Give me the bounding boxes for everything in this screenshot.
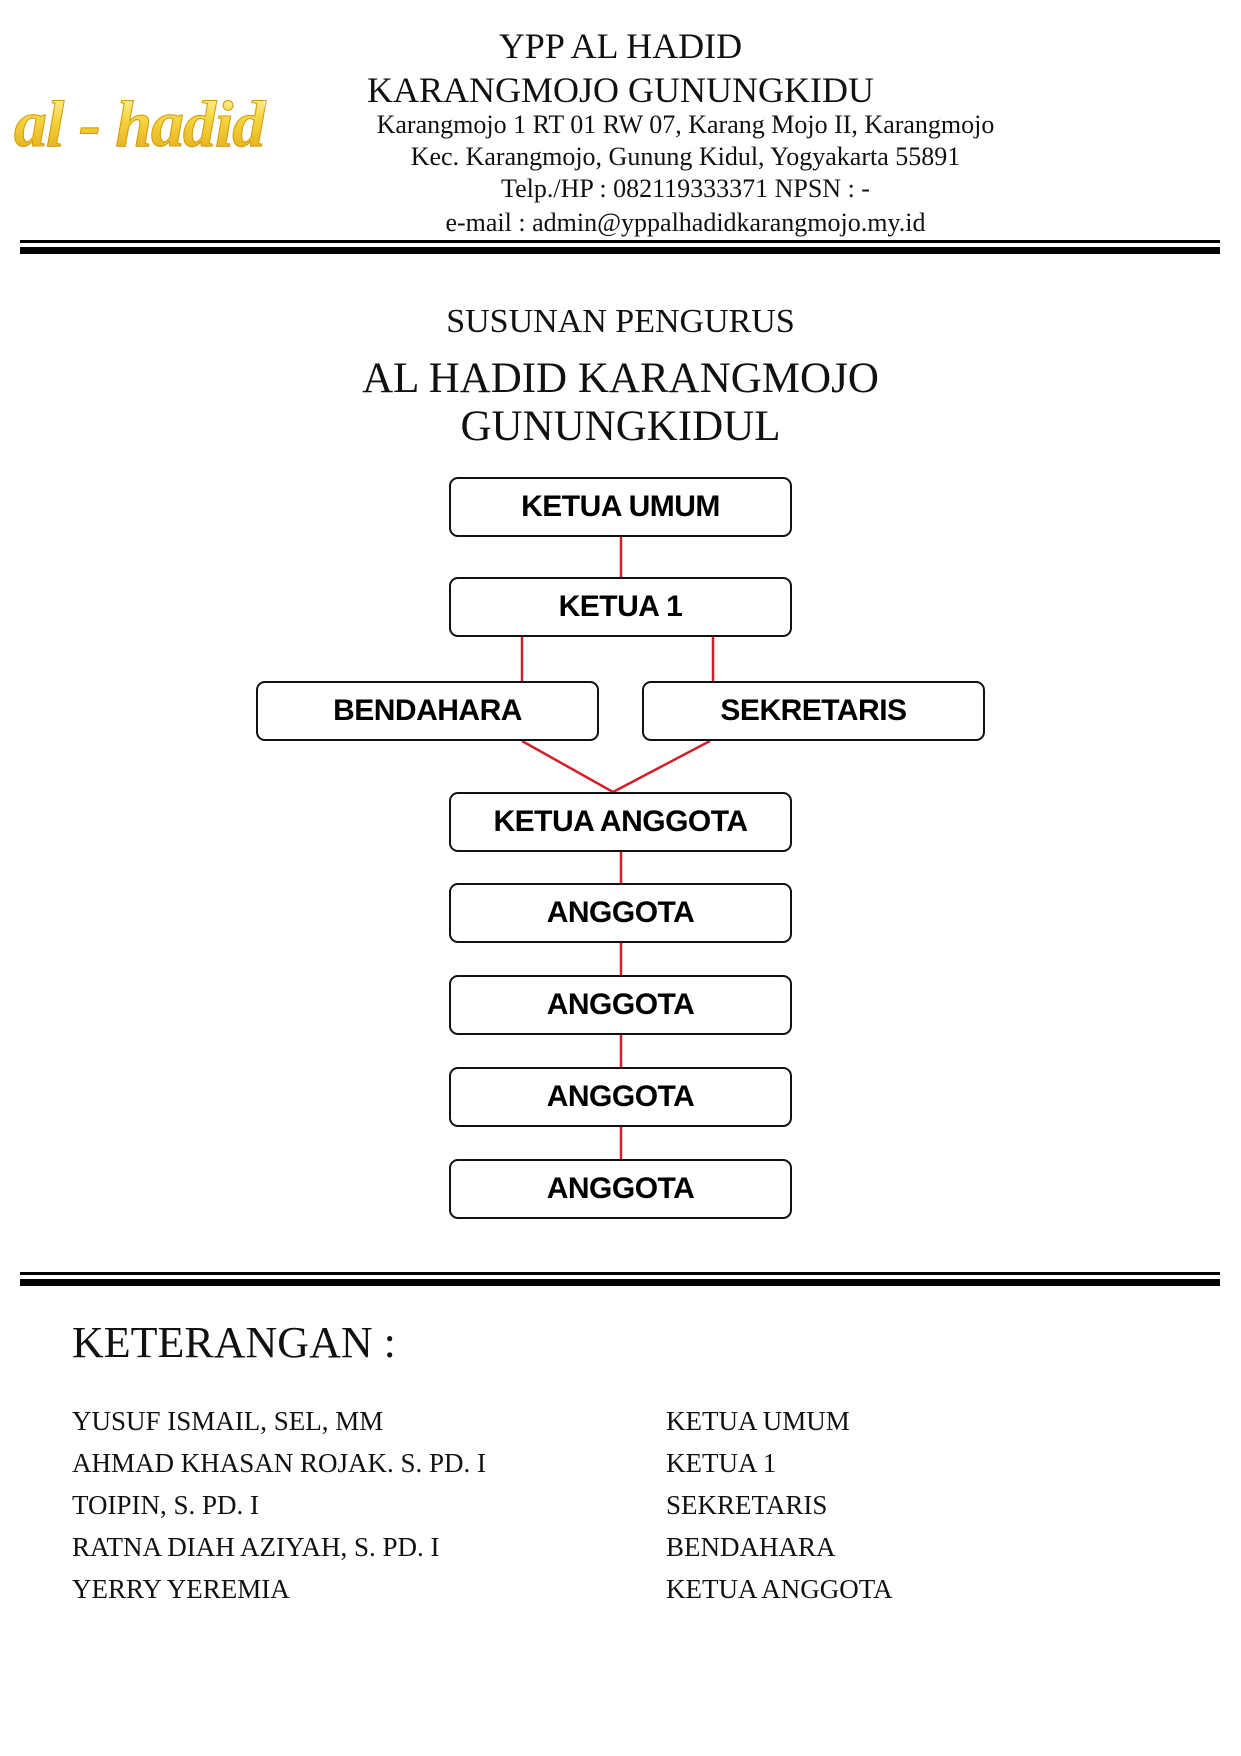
document-subtitle-1: AL HADID KARANGMOJO bbox=[362, 355, 879, 402]
address-line-2: Kec. Karangmojo, Gunung Kidul, Yogyakarta 55891 bbox=[410, 142, 961, 171]
node-bendahara: BENDAHARA bbox=[256, 681, 599, 741]
member-name: RATNA DIAH AZIYAH, S. PD. I bbox=[72, 1531, 440, 1562]
node-sekretaris: SEKRETARIS bbox=[642, 681, 985, 741]
member-role: KETUA UMUM bbox=[666, 1405, 850, 1436]
member-role: BENDAHARA bbox=[666, 1531, 836, 1562]
member-name: YERRY YEREMIA bbox=[72, 1573, 290, 1604]
keterangan-row bbox=[72, 1400, 1192, 1442]
address-line-1: Karangmojo 1 RT 01 RW 07, Karang Mojo II, Karangmojo bbox=[376, 110, 995, 139]
connector-sekretaris-ketua-anggota bbox=[613, 741, 710, 792]
keterangan-list bbox=[72, 1400, 1192, 1610]
node-ketua-1: KETUA 1 bbox=[449, 577, 792, 637]
al-hadid-logo: al - hadid bbox=[14, 88, 265, 161]
member-role: KETUA ANGGOTA bbox=[666, 1573, 893, 1604]
member-name: TOIPIN, S. PD. I bbox=[72, 1489, 260, 1520]
keterangan-row bbox=[72, 1442, 1192, 1484]
section-divider-thin bbox=[20, 1272, 1220, 1275]
connector-bendahara-ketua-anggota bbox=[522, 741, 613, 792]
member-role: SEKRETARIS bbox=[666, 1489, 828, 1520]
member-name: AHMAD KHASAN ROJAK. S. PD. I bbox=[72, 1447, 487, 1478]
node-anggota-1: ANGGOTA bbox=[449, 883, 792, 943]
member-name: YUSUF ISMAIL, SEL, MM bbox=[72, 1405, 384, 1436]
member-role: KETUA 1 bbox=[666, 1447, 777, 1478]
keterangan-row bbox=[72, 1568, 1192, 1610]
document-title: SUSUNAN PENGURUS bbox=[446, 303, 795, 340]
keterangan-title: KETERANGAN : bbox=[72, 1318, 396, 1367]
phone-line: Telp./HP : 082119333371 NPSN : - bbox=[501, 174, 870, 203]
keterangan-row bbox=[72, 1526, 1192, 1568]
org-location: KARANGMOJO GUNUNGKIDU bbox=[367, 70, 874, 110]
node-ketua-anggota: KETUA ANGGOTA bbox=[449, 792, 792, 852]
node-anggota-2: ANGGOTA bbox=[449, 975, 792, 1035]
document-subtitle-2: GUNUNGKIDUL bbox=[460, 403, 781, 450]
node-ketua-umum: KETUA UMUM bbox=[449, 477, 792, 537]
org-name: YPP AL HADID bbox=[498, 26, 743, 66]
node-anggota-3: ANGGOTA bbox=[449, 1067, 792, 1127]
node-anggota-4: ANGGOTA bbox=[449, 1159, 792, 1219]
section-divider-thick bbox=[20, 1279, 1220, 1286]
keterangan-row bbox=[72, 1484, 1192, 1526]
email-line: e-mail : admin@yppalhadidkarangmojo.my.id bbox=[445, 208, 926, 237]
